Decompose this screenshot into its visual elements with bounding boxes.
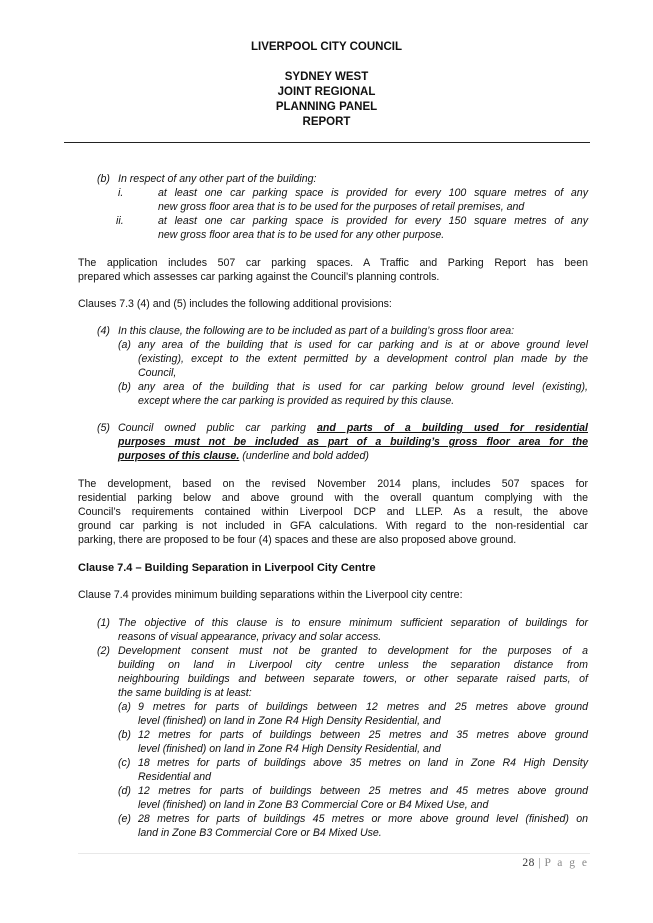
clause-5-line1-plain: Council owned public car parking: [118, 422, 317, 434]
clause-74-2e-line1: 28 metres for parts of buildings 45 metres or more above ground level (finished) on: [138, 813, 588, 825]
clause-74-2b-line2: level (finished) on land in Zone R4 High Density Residential, and: [138, 743, 441, 755]
clause-74-2-line1: Development consent must not be granted to development for the purposes of a: [118, 645, 588, 657]
para-separation-intro: Clause 7.4 provides minimum building separations within the Liverpool city centre:: [78, 589, 463, 601]
clause-74-2d-marker: (d): [118, 785, 131, 797]
page-separator: |: [534, 857, 545, 869]
clause-4-marker: (4): [97, 325, 110, 337]
para-development-line2: residential parking below and above ground with the overall quantum complying with the: [78, 492, 588, 504]
clause-4b-line1: any area of the building that is used for car parking below ground level (existing),: [138, 381, 588, 393]
clause-b-item-ii-line1: at least one car parking space is provided for every 150 square metres of any: [158, 215, 588, 227]
clause-74-2d-line2: level (finished) on land in Zone B3 Commercial Core or B4 Mixed Use, and: [138, 799, 489, 811]
para-parking-line2: prepared which assesses car parking against the Council’s planning controls.: [78, 271, 440, 283]
clause-b-text: In respect of any other part of the building:: [118, 173, 317, 185]
clause-74-2a-line1: 9 metres for parts of buildings between 12 metres and 25 metres above ground: [138, 701, 588, 713]
clause-74-2a-marker: (a): [118, 701, 131, 713]
clause-74-1-line1: The objective of this clause is to ensure minimum sufficient separation of buildings for: [118, 617, 588, 629]
clause-4b-line2: except where the car parking is provided as required by this clause.: [138, 395, 455, 407]
clause-74-2c-line1: 18 metres for parts of buildings above 35 metres on land in Zone R4 High Density: [138, 757, 588, 769]
header-divider: [64, 142, 590, 143]
clause-b-marker: (b): [97, 173, 110, 185]
page-number: 28: [522, 857, 535, 869]
clause-74-2a-line2: level (finished) on land in Zone R4 High Density Residential, and: [138, 715, 441, 727]
clause-b-item-ii-num: ii.: [116, 215, 124, 227]
clause-74-2-line3: neighbouring buildings and between separate towers, or other separate raised parts, of: [118, 673, 588, 685]
panel-line-1: SYDNEY WEST: [284, 71, 369, 83]
clause-4a-marker: (a): [118, 339, 131, 351]
clause-4a-line1: any area of the building that is used for car parking and is at or above ground level: [138, 339, 588, 351]
clause-b-item-ii-line2: new gross floor area that is to be used for any other purpose.: [158, 229, 445, 241]
para-development-line4: ground car parking is not included in GFA calculations. With regard to the non-residential car: [78, 520, 588, 532]
clause-5-line1: [118, 421, 588, 435]
clause-5-line2-bold: purposes must not be included as part of a building’s gross floor area for the: [118, 436, 588, 448]
clause-74-1-marker: (1): [97, 617, 110, 629]
clause-4b-marker: (b): [118, 381, 131, 393]
council-title: LIVERPOOL CITY COUNCIL: [250, 41, 402, 53]
clause-5-marker: (5): [97, 422, 110, 434]
section-heading-7-4: Clause 7.4 – Building Separation in Liverpool City Centre: [78, 562, 376, 574]
clause-74-2-marker: (2): [97, 645, 110, 657]
clause-b-item-i-line2: new gross floor area that is to be used for the purposes of retail premises, and: [158, 201, 525, 213]
para-development-line1: The development, based on the revised November 2014 plans, includes 507 spaces for: [78, 478, 588, 490]
clause-74-2-line4: the same building is at least:: [118, 687, 252, 699]
panel-line-4: REPORT: [302, 116, 351, 128]
clause-74-2c-marker: (c): [118, 757, 131, 769]
para-development-line5: parking, there are proposed to be four (4) spaces and these are also proposed above ground.: [78, 534, 517, 546]
clause-5-line3-bold: purposes of this clause.: [118, 450, 240, 462]
panel-line-3: PLANNING PANEL: [275, 101, 378, 113]
panel-line-2: JOINT REGIONAL: [277, 86, 376, 98]
clause-4a-line3: Council,: [138, 367, 177, 379]
para-development-line3: Council’s requirements contained within Liverpool DCP and LLEP. As a result, the above: [78, 506, 588, 518]
clause-74-2e-marker: (e): [118, 813, 131, 825]
para-parking-line1: The application includes 507 car parking spaces. A Traffic and Parking Report has been: [78, 257, 588, 269]
footer-divider: [78, 853, 590, 854]
clause-4a-line2: (existing), except to the extent permitted by a development control plan made by the: [138, 353, 588, 365]
clause-b-item-i-line1: at least one car parking space is provided for every 100 square metres of any: [158, 187, 588, 199]
clause-5-line1-bold: and parts of a building used for residential: [316, 422, 588, 434]
clause-74-1-line2: reasons of visual appearance, privacy and solar access.: [118, 631, 382, 643]
clause-74-2b-marker: (b): [118, 729, 131, 741]
clause-b-item-i-num: i.: [118, 187, 124, 199]
clause-74-2e-line2: land in Zone B3 Commercial Core or B4 Mixed Use.: [138, 827, 382, 839]
clause-5-note: (underline and bold added): [239, 450, 369, 462]
clause-74-2d-line1: 12 metres for parts of buildings between 25 metres and 45 metres above ground: [138, 785, 588, 797]
para-clauses-intro: Clauses 7.3 (4) and (5) includes the following additional provisions:: [78, 298, 392, 310]
page-footer: [522, 857, 589, 869]
page-word: P a g e: [544, 857, 589, 869]
clause-4-text: In this clause, the following are to be included as part of a building’s gross floor area:: [118, 325, 515, 337]
clause-74-2-line2: building on land in Liverpool city centre unless the separation distance from: [118, 659, 588, 671]
clause-74-2b-line1: 12 metres for parts of buildings between 25 metres and 35 metres above ground: [138, 729, 588, 741]
clause-74-2c-line2: Residential and: [138, 771, 212, 783]
clause-5-line3: [118, 449, 369, 463]
